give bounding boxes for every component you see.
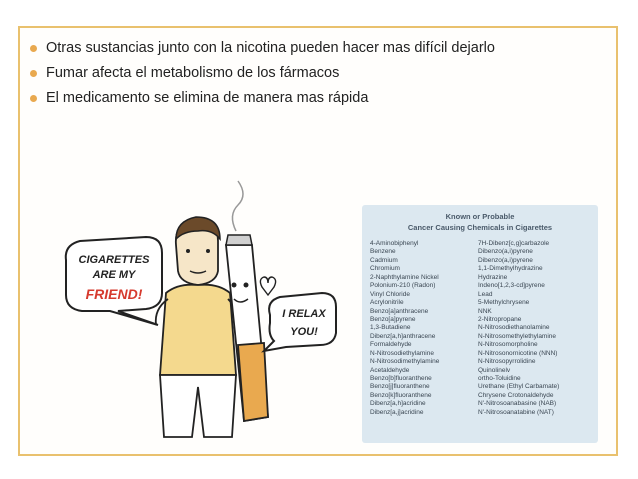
table-cell: 2-Naphthylamine Nickel	[370, 273, 439, 281]
table-row	[370, 375, 594, 383]
table-cell: 7H-Dibenz[c,g]carbazole	[478, 240, 550, 247]
table-cell: Chrysene Crotonaldehyde	[478, 391, 554, 399]
table-cell: Dibenzo(a,i)pyrene	[478, 256, 533, 264]
bullet-item: Fumar afecta el metabolismo de los fármacos	[30, 61, 495, 86]
table-row	[370, 409, 594, 417]
table-cell: Benzo[b]fluoranthene	[370, 375, 432, 382]
speech-bubble-right	[264, 293, 336, 351]
table-row	[370, 324, 594, 332]
table-cell: Chromium	[370, 265, 400, 273]
table-cell: Acetaldehyde	[370, 366, 410, 374]
table-cell: Acrylonitrile	[370, 299, 404, 307]
table-cell: Polonium-210 (Radon)	[370, 282, 436, 290]
table-cell: Lead	[478, 290, 493, 298]
table-title-line1: Known or Probable	[445, 212, 515, 221]
table-row	[370, 358, 594, 366]
table-row	[370, 367, 594, 375]
table-cell: Benzene	[370, 248, 396, 256]
table-cell: Formaldehyde	[370, 341, 412, 349]
table-title	[362, 211, 598, 233]
table-cell: N-Nitrosomethylethylamine	[478, 332, 557, 340]
table-cell: Benzo[a]anthracene	[370, 307, 429, 315]
bubble-left-line2: ARE MY	[92, 269, 136, 281]
table-row	[370, 291, 594, 299]
table-title-line2: Cancer Causing Chemicals in Cigarettes	[407, 223, 553, 232]
bullet-list	[30, 36, 495, 111]
table-cell: Hydrazine	[478, 273, 508, 281]
table-cell: Indeno[1,2,3-cd]pyrene	[478, 282, 545, 290]
table-cell: N-Nitrosonornicotine (NNN)	[478, 349, 558, 357]
table-cell: Dibenz[a,j]acridine	[370, 408, 424, 416]
table-cell: Benzo[j]fluoranthene	[370, 383, 430, 391]
table-row	[370, 350, 594, 358]
table-cell: 1,1-Dimethylhydrazine	[478, 265, 543, 273]
table-row	[370, 274, 594, 282]
table-row	[370, 248, 594, 256]
smoker-cartoon-illustration	[58, 175, 338, 445]
heart-icon	[260, 277, 275, 295]
table-cell: N-Nitrosodiethanolamine	[478, 324, 550, 332]
table-row	[370, 383, 594, 391]
table-cell: N-Nitrosomorpholine	[478, 341, 538, 349]
table-row	[370, 392, 594, 400]
table-row	[370, 333, 594, 341]
bubble-left-line3: FRIEND!	[85, 286, 143, 302]
bubble-left-line1: CIGARETTES	[78, 254, 150, 266]
speech-bubble-left	[66, 237, 162, 325]
table-cell: N-Nitrosopyrrolidine	[478, 358, 536, 366]
bubble-right-line2: YOU!	[290, 326, 318, 338]
table-cell: 5-Methylchrysene	[478, 299, 530, 307]
table-row	[370, 316, 594, 324]
table-cell: Quinolinelv	[478, 366, 511, 374]
table-cell: N'-Nitrosoanatabine (NAT)	[478, 408, 554, 416]
table-row	[370, 308, 594, 316]
table-cell: Dibenzo(a,i)pyrene	[478, 248, 533, 256]
table-row	[370, 265, 594, 273]
table-row	[370, 341, 594, 349]
table-cell: Dibenz[a,h]anthracene	[370, 332, 436, 340]
table-cell: Dibenz[a,h]acridine	[370, 400, 426, 408]
table-cell: Vinyl Chloride	[370, 290, 410, 298]
table-row	[370, 400, 594, 408]
carcinogens-table	[362, 205, 598, 443]
table-cell: NNK	[478, 307, 492, 315]
table-cell: Benzo[a]pyrene	[370, 315, 416, 323]
table-row	[370, 282, 594, 290]
table-cell: N-Nitrosodiethylamine	[370, 349, 434, 357]
bullet-item: Otras sustancias junto con la nicotina pueden hacer mas difícil dejarlo	[30, 36, 495, 61]
table-row	[370, 299, 594, 307]
table-cell: ortho-Toluidine	[478, 375, 521, 382]
table-rows	[370, 240, 594, 417]
table-cell: N-Nitrosodimethylamine	[370, 358, 440, 366]
bullet-item: El medicamento se elimina de manera mas rápida	[30, 86, 495, 111]
bubble-right-line1: I RELAX	[282, 308, 326, 320]
table-cell: Benzo[k]fluoranthene	[370, 391, 432, 399]
table-cell: Cadmium	[370, 256, 398, 264]
table-cell: 2-Nitropropane	[478, 315, 522, 323]
table-cell: N'-Nitrosoanabasine (NAB)	[478, 400, 557, 408]
table-row	[370, 257, 594, 265]
table-cell: 1,3-Butadiene	[370, 324, 411, 332]
table-row	[370, 240, 594, 248]
table-cell: 4-Aminobiphenyl	[370, 240, 419, 247]
table-cell: Urethane (Ethyl Carbamate)	[478, 383, 560, 391]
